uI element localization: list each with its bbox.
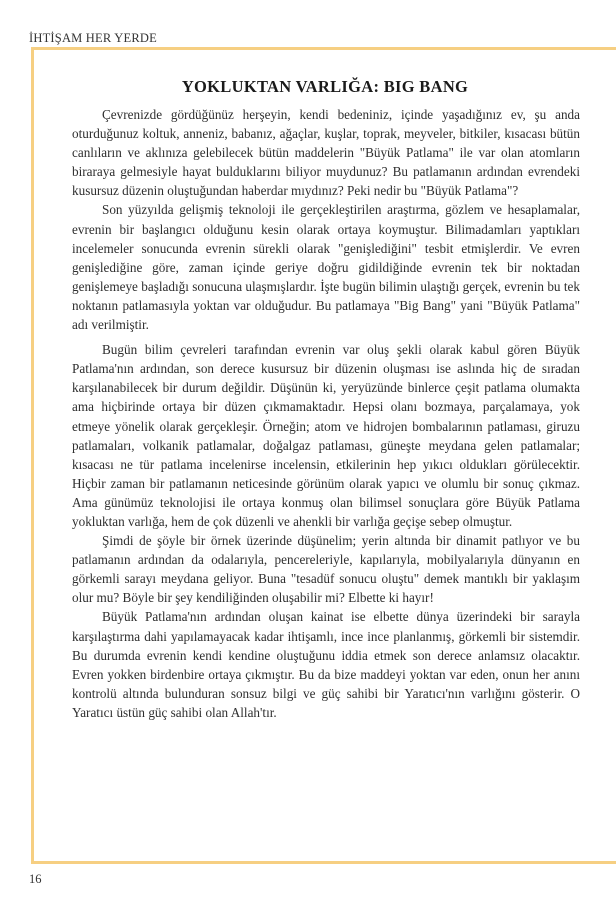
paragraph-4: Şimdi de şöyle bir örnek üzerinde düşünelim; yerin altında bir dinamit patlıyor ve bu patlamanın ardından da odalarıyla, pencereleriyle, kapılarıyla, mobilyalarıyla dünyanın en görkemli sarayı meydana geliyor. Buna "tesadüf sonucu oluştu" demek mantıklı bir yaklaşım olur mu? Böyle bir şey kendiliğinden oluşabilir mi? Elbette ki hayır! — [72, 533, 580, 606]
article-body — [72, 105, 580, 722]
paragraph-3: Bugün bilim çevreleri tarafından evrenin var oluş şekli olarak kabul gören Büyük Patlama'nın ardından, son derece kusursuz bir düzenin oluşması ise aslında hiç de sıradan karşılanabilecek bir durum değildir. Düşünün ki, yeryüzünde binlerce çeşit patlama olumakta ama hiçbirinde ortaya bir düzen çıkmamaktadır. Hepsi olanı bozmaya, parçalamaya, yok etmeye yönelik olarak gerçekleşir. Örneğin; atom ve hidrojen bombalarının patlaması, giruzu patlamaları, volkanik patlamalar, doğalgaz patlaması, güneşte meydana gelen patlamalar; kısacası ne tür patlama incelenirse incelensin, etkilerinin hep yıkıcı oldukları görülecektir. Hiçbir zaman bir patlamanın neticesinde görünüm olarak yapıcı ve olumlu bir sonuç çıkmaz. Ama günümüz teknolojisi ile ortaya konmuş olan bilimsel sonuçlara göre Büyük Patlama yokluktan varlığa, hem de çok düzenli ve ahenkli bir varlığa geçişe sebep olmuştur. — [72, 342, 580, 529]
article-title: YOKLUKTAN VARLIĞA: BIG BANG — [181, 77, 469, 96]
paragraph-2: Son yüzyılda gelişmiş teknoloji ile gerçekleştirilen araştırma, gözlem ve hesaplamalar, evrenin bir başlangıcı olduğunu kesin olarak ortaya koymuştur. Bilimadamları yaptıkları incelemeler sonucunda evrenin sürekli olarak "genişlediğini" tesbit etmişlerdir. Ve evren genişlediğine göre, zaman içinde geriye doğru gidildiğinde evrenin tek bir noktadan genişlemeye başladığı sonucuna ulaşmışlardır. İşte bugün bilimin ulaştığı gerçek, evrenin bu tek noktanın patlamasıyla yoktan var olduğudur. Bu patlamaya "Big Bang" yani "Büyük Patlama" adı verilmiştir. — [72, 202, 580, 333]
paragraph-5: Büyük Patlama'nın ardından oluşan kainat ise elbette dünya üzerindeki bir sarayla karşılaştırma dahi yapılamayacak kadar ihtişamlı, ince ince planlanmış, görkemli bir sistemdir. Bu durumda evrenin kendi kendine oluştuğunu iddia etmek son derece anlamsız olacaktır. Evren yokken birdenbire ortaya çıkmıştır. Bu da bize maddeyi yoktan var eden, onun her anını kontrolü altında bulunduran sonsuz bilgi ve güç sahibi bir Yaratıcı'nın varlığını gösterir. O Yaratıcı üstün güç sahibi olan Allah'tır. — [72, 609, 580, 720]
paragraph-1: Çevrenizde gördüğünüz herşeyin, kendi bedeniniz, içinde yaşadığınız ev, şu anda oturduğunuz koltuk, anneniz, babanız, ağaçlar, kuşlar, toprak, meyveler, bitkiler, kısacası bütün canlıların ve aklınıza gelebilecek bütün maddelerin "Büyük Patlama" ile var olan atomların biraraya gelmesiyle hayat bulduklarını biliyor muydunuz? Bu patlamanın ardından evrendeki kusursuz düzenin oluştuğundan haberdar mıydınız? Peki nedir bu "Büyük Patlama"? — [72, 107, 580, 199]
running-header: İHTİŞAM HER YERDE — [29, 31, 157, 45]
page-number: 16 — [29, 872, 42, 886]
